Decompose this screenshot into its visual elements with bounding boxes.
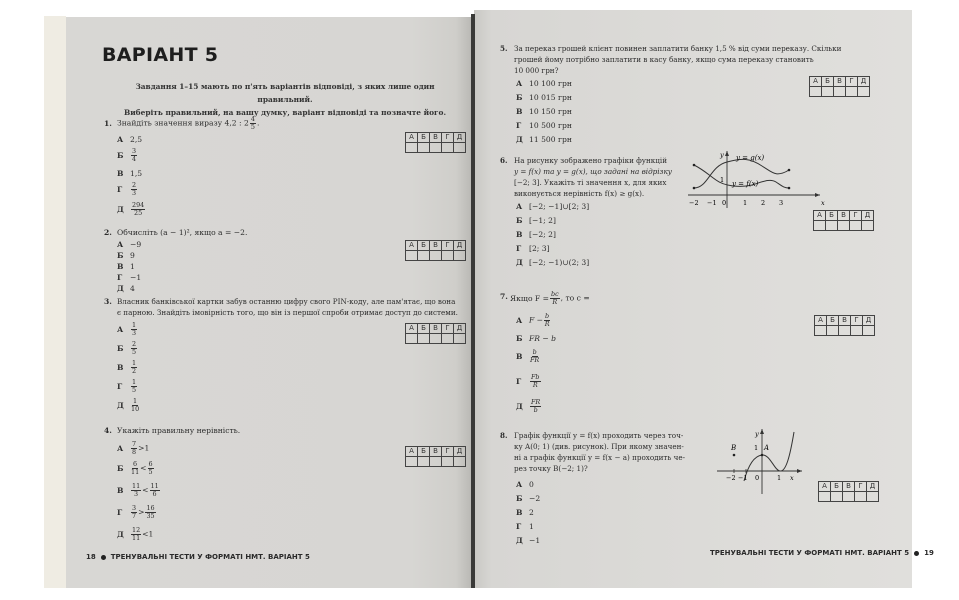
page-number: 18 xyxy=(86,553,96,561)
option-d[interactable]: Г $\frac{Fb}{R}$ xyxy=(516,373,540,389)
page-edge xyxy=(44,16,66,588)
svg-text:3: 3 xyxy=(779,199,784,207)
bullet-icon xyxy=(101,555,106,560)
option-d[interactable]: Г $\frac{1}{5}$ xyxy=(117,378,137,394)
svg-text:−1: −1 xyxy=(707,199,717,207)
instructions xyxy=(120,80,450,119)
x-axis-arrow-icon xyxy=(797,469,802,473)
question-text-line-1: За переказ грошей клієнт повинен заплатити банку 1,5 % від суми переказу. Скільки xyxy=(514,44,842,53)
option-b[interactable]: Б FR − b xyxy=(516,334,557,343)
svg-text:x: x xyxy=(821,199,825,207)
option-c[interactable]: В $\frac{1}{2}$ xyxy=(117,359,137,375)
instructions-line-1: Завдання 1–15 мають по п'ять варіантів відповіді, з яких лише один правильний. xyxy=(135,82,435,104)
option-a[interactable]: А 2,5 xyxy=(117,135,143,144)
footer-text: ТРЕНУВАЛЬНІ ТЕСТИ У ФОРМАТІ НМТ. ВАРІАНТ 5 xyxy=(710,549,910,557)
x-tick-labels xyxy=(726,474,781,482)
g-label: y = g(x) xyxy=(736,154,765,162)
book-spine xyxy=(471,14,475,588)
question-8: 8. Графік функції y = f(x) проходить через точ- ку A(0; 1) (див. рисунок). При якому значен- ні a графік функції y = f(x − a) проходить че- рез точку B(−2; 1)? xyxy=(500,431,685,473)
svg-text:1: 1 xyxy=(743,199,748,207)
option-b[interactable]: Б $\frac{2}{5}$ xyxy=(117,340,137,356)
option-c[interactable]: В $\frac{11}{3}$ < $\frac{11}{6}$ xyxy=(117,482,159,498)
option-c[interactable]: В 1,5 xyxy=(117,169,143,178)
option-d[interactable]: Г −1 xyxy=(117,273,142,282)
answer-grid-q5[interactable]: А Б В Г Д xyxy=(809,76,870,97)
x-tick-labels xyxy=(689,199,783,207)
question-text-line-3: 10 000 грн? xyxy=(514,66,559,75)
answer-grid-q3[interactable]: А Б В Г Д xyxy=(405,323,466,344)
option-c[interactable]: В 2 xyxy=(516,508,534,517)
question-6: 6. На рисунку зображено графіки функцій y = f(x) та y = g(x), що задані на відрізку [−2; 3]. Укажіть ті значення x, для яких виконується нерівність f(x) ≥ g(x). xyxy=(500,156,672,198)
f-label: y = f(x) xyxy=(732,180,759,188)
svg-text:−2: −2 xyxy=(689,199,699,207)
option-d[interactable]: Г [2; 3] xyxy=(516,244,550,253)
option-a[interactable]: А −9 xyxy=(117,240,142,249)
svg-text:1: 1 xyxy=(754,444,759,452)
x-axis-arrow-icon xyxy=(815,193,820,197)
question-3: 3. Власник банківської картки забув останню цифру свого PIN-коду, але пам'ятає, що вона є парною. Знайдіть імовірність того, що він із першої спроби отримає доступ до системи. xyxy=(104,296,464,318)
option-b[interactable]: Б $\frac{3}{4}$ xyxy=(117,147,137,163)
question-text: Укажіть правильну нерівність. xyxy=(117,426,241,435)
question-text-line-4: виконується нерівність f(x) ≥ g(x). xyxy=(514,189,645,198)
svg-text:1: 1 xyxy=(777,474,782,482)
option-a[interactable]: А [−2; −1]∪[2; 3] xyxy=(516,202,590,211)
option-c[interactable]: В $\frac{b}{FR}$ xyxy=(516,348,540,364)
option-c[interactable]: В [−2; 2] xyxy=(516,230,556,239)
question-7: 7. Якщо F = $\frac{bc}{R}$ , то c = xyxy=(500,290,590,306)
option-b[interactable]: Б $\frac{6}{11}$ < $\frac{6}{5}$ xyxy=(117,460,153,476)
figure-q8-graph xyxy=(712,426,812,498)
page-footer-right xyxy=(710,549,934,557)
svg-text:1: 1 xyxy=(720,176,725,184)
option-b[interactable]: Б −2 xyxy=(516,494,541,503)
option-e[interactable]: Д $\frac{294}{25}$ xyxy=(117,201,145,217)
option-b[interactable]: Б [−1; 2] xyxy=(516,216,556,225)
y-axis-arrow-icon xyxy=(725,151,729,156)
page-title: ВАРІАНТ 5 xyxy=(102,44,219,66)
option-e[interactable]: Д $\frac{1}{10}$ xyxy=(117,397,140,413)
question-text: Якщо F = xyxy=(510,293,549,303)
svg-text:y: y xyxy=(720,151,724,159)
point-b xyxy=(733,454,736,457)
option-d[interactable]: Г 10 500 грн xyxy=(516,121,572,130)
question-text-line-1: Графік функції y = f(x) проходить через точ- xyxy=(514,431,684,440)
question-text-line-2: ку A(0; 1) (див. рисунок). При якому значен- xyxy=(514,442,684,451)
page-footer-left xyxy=(86,553,310,561)
option-d[interactable]: Г $\frac{2}{3}$ xyxy=(117,181,137,197)
option-e[interactable]: Д $\frac{FR}{b}$ xyxy=(516,398,541,414)
question-text-line-2: грошей йому потрібно заплатити в касу банку, якщо сума переказу становить xyxy=(514,55,814,64)
option-c[interactable]: В 10 150 грн xyxy=(516,107,572,116)
option-e[interactable]: Д $\frac{12}{11}$ <1 xyxy=(117,526,154,542)
question-text-line-4: рез точку B(−2; 1)? xyxy=(514,464,588,473)
svg-text:A: A xyxy=(764,444,770,452)
point-a xyxy=(761,454,764,457)
option-a[interactable]: А 0 xyxy=(516,480,534,489)
svg-text:2: 2 xyxy=(761,199,766,207)
answer-grid-q4[interactable]: А Б В Г Д xyxy=(405,446,466,467)
svg-text:B: B xyxy=(731,444,737,452)
question-5: 5. За переказ грошей клієнт повинен заплатити банку 1,5 % від суми переказу. Скільки грошей йому потрібно заплатити в касу банку, якщо сума переказу становить 10 000 грн? xyxy=(500,44,842,75)
svg-text:y: y xyxy=(755,430,759,438)
bullet-icon xyxy=(914,551,919,556)
question-text-line-3: ні a графік функції y = f(x − a) проходить че- xyxy=(514,453,685,462)
option-d[interactable]: Г 1 xyxy=(516,522,534,531)
question-text-line-3: [−2; 3]. Укажіть ті значення x, для яких xyxy=(514,178,667,187)
question-text: Обчисліть (a − 1)², якщо a = −2. xyxy=(117,228,248,237)
page-number: 19 xyxy=(924,549,934,557)
option-a[interactable]: А $\frac{7}{8}$ >1 xyxy=(117,440,150,456)
answer-grid-q8[interactable]: А Б В Г Д xyxy=(818,481,879,502)
option-a[interactable]: А F − $\frac{b}{R}$ xyxy=(516,312,550,328)
option-c[interactable]: В 1 xyxy=(117,262,135,271)
option-a[interactable]: А $\frac{1}{3}$ xyxy=(117,321,137,337)
option-e[interactable]: Д 11 500 грн xyxy=(516,135,572,144)
option-a[interactable]: А 10 100 грн xyxy=(516,79,572,88)
curve-f xyxy=(744,432,794,481)
answer-grid-q2[interactable]: А Б В Г Д xyxy=(405,240,466,261)
svg-text:−1: −1 xyxy=(738,474,748,482)
option-b[interactable]: Б 10 015 грн xyxy=(516,93,572,102)
svg-text:0: 0 xyxy=(722,199,727,207)
question-text-line-1: Власник банківської картки забув останню цифру свого PIN-коду, але пам'ятає, що вона xyxy=(117,297,456,306)
answer-grid-q6[interactable]: А Б В Г Д xyxy=(813,210,874,231)
fraction: $\frac{4}{5}$ xyxy=(250,115,255,131)
question-text-line-2: y = f(x) та y = g(x), що задані на відрізку xyxy=(514,167,672,176)
option-e[interactable]: Д [−2; −1)∪(2; 3] xyxy=(516,258,590,267)
option-e[interactable]: Д 4 xyxy=(117,284,135,293)
svg-text:x: x xyxy=(790,474,794,482)
instructions-line-2: Виберіть правильний, на вашу думку, варіант відповіді та позначте його. xyxy=(123,108,447,117)
option-d[interactable]: Г $\frac{3}{7}$ > $\frac{16}{35}$ xyxy=(117,504,155,520)
question-text-line-1: На рисунку зображено графіки функцій xyxy=(514,156,668,165)
option-e[interactable]: Д −1 xyxy=(516,536,541,545)
answer-grid-q7[interactable]: А Б В Г Д xyxy=(814,315,875,336)
figure-q6-graph xyxy=(680,148,830,212)
svg-text:0: 0 xyxy=(755,474,760,482)
option-b[interactable]: Б 9 xyxy=(117,251,135,260)
footer-text: ТРЕНУВАЛЬНІ ТЕСТИ У ФОРМАТІ НМТ. ВАРІАНТ 5 xyxy=(110,553,310,561)
svg-text:−2: −2 xyxy=(726,474,736,482)
question-number: 1. xyxy=(104,119,112,128)
y-axis-arrow-icon xyxy=(760,429,764,434)
answer-grid-q1[interactable]: А Б В Г Д xyxy=(405,132,466,153)
question-text-line-2: є парною. Знайдіть імовірність того, що він із першої спроби отримає доступ до системи. xyxy=(117,308,458,317)
question-text: Знайдіть значення виразу 4,2 : 2 xyxy=(117,118,249,128)
